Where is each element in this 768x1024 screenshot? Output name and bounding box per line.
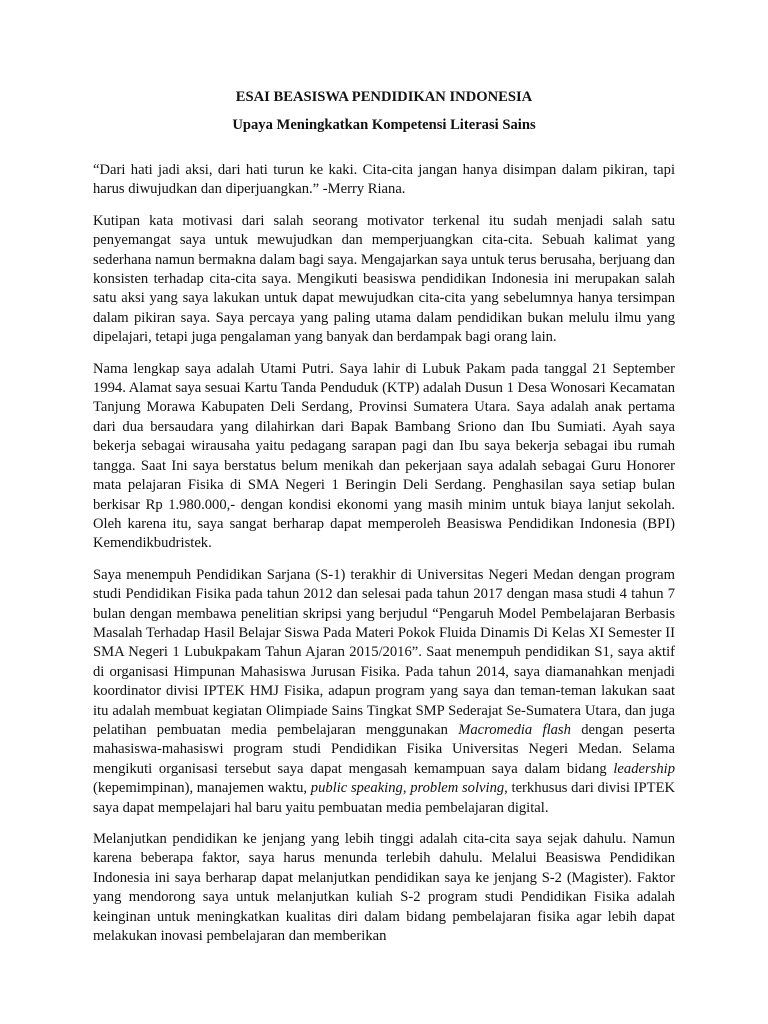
italic-term: leadership (613, 760, 675, 777)
paragraph-text: , (402, 780, 411, 797)
document-body (93, 161, 675, 958)
paragraph-text: dengan peserta mahasiswa-mahasiswi program studi Pendidikan Fisika Universitas Negeri Medan. Selama mengikuti organisasi tersebut saya dapat mengasah kemampuan saya dalam bidang (93, 721, 676, 777)
italic-term: Macromedia flash (458, 721, 571, 738)
italic-term: public speaking (310, 780, 403, 797)
paragraph-text: (kepemimpinan), manajemen waktu, (93, 780, 311, 797)
document-subtitle: Upaya Meningkatkan Kompetensi Literasi Sains (232, 117, 536, 133)
paragraph-text: Saya menempuh Pendidikan Sarjana (S-1) terakhir di Universitas Negeri Medan dengan program studi Pendidikan Fisika pada tahun 2012 dan selesai pada tahun 2017 dengan masa studi 4 tahun 7 bulan dengan membawa penelitian skripsi yang berjudul “Pengaruh Model Pembelajaran Berbasis Masalah Terhadap Hasil Belajar Siswa Pada Materi Pokok Fluida Dinamis Di Kelas XI Semester II SMA Negeri 1 Lubukpakam Tahun Ajaran 2015/2016”. Saat menempuh pendidikan S1, saya aktif di organisasi Himpunan Mahasiswa Jurusan Fisika. Pada tahun 2014, saya diamanahkan menjadi koordinator divisi IPTEK HMJ Fisika, adapun program yang saya dan teman-teman lakukan saat itu adalah membuat kegiatan Olimpiade Sains Tingkat SMP Sederajat Se-Sumatera Utara, dan juga pelatihan pembuatan media pembelajaran menggunakan (93, 566, 675, 738)
paragraph-education (93, 566, 675, 818)
italic-term: problem solving (410, 780, 505, 797)
paragraph-text: , terkhusus dari divisi IPTEK saya dapat mempelajari hal baru yaitu pembuatan media pembelajaran digital. (93, 780, 676, 816)
opening-quote: “Dari hati jadi aksi, dari hati turun ke kaki. Cita-cita jangan hanya disimpan dalam pikiran, tapi harus diwujudkan dan diperjuangkan.” -Merry Riana. (93, 162, 675, 198)
paragraph-goals: Melanjutkan pendidikan ke jenjang yang lebih tinggi adalah cita-cita saya sejak dahulu. Namun karena beberapa faktor, saya harus menunda terlebih dahulu. Melalui Beasiswa Pendidikan Indonesia ini saya berharap dapat melanjutkan pendidikan saya ke jenjang S-2 (Magister). Faktor yang mendorong saya untuk melanjutkan kuliah S-2 program studi Pendidikan Fisika adalah keinginan untuk meningkatkan kualitas diri dalam bidang pembelajaran fisika agar lebih dapat melakukan inovasi pembelajaran dan memberikan (93, 831, 675, 945)
document-title: ESAI BEASISWA PENDIDIKAN INDONESIA (235, 89, 533, 105)
paragraph-personal-info: Nama lengkap saya adalah Utami Putri. Saya lahir di Lubuk Pakam pada tanggal 21 September 1994. Alamat saya sesuai Kartu Tanda Penduduk (KTP) adalah Dusun 1 Desa Wonosari Kecamatan Tanjung Morawa Kabupaten Deli Serdang, Provinsi Sumatera Utara. Saya adalah anak pertama dari dua bersaudara yang dilahirkan dari Bapak Bambang Sriono dan Ibu Sumiati. Ayah saya bekerja sebagai wirausaha yaitu pedagang sarapan pagi dan Ibu saya bekerja sebagai ibu rumah tangga. Saat Ini saya berstatus belum menikah dan pekerjaan saya adalah sebagai Guru Honorer mata pelajaran Fisika di SMA Negeri 1 Beringin Deli Serdang. Penghasilan saya setiap bulan berkisar Rp 1.980.000,- dengan kondisi ekonomi yang masih minim untuk biaya lanjut sekolah. Oleh karena itu, saya sangat berharap dapat memperoleh Beasiswa Pendidikan Indonesia (BPI) Kemendikbudristek. (93, 360, 675, 552)
paragraph-motivation: Kutipan kata motivasi dari salah seorang motivator terkenal itu sudah menjadi salah satu penyemangat saya untuk mewujudkan dan memperjuangkan cita-cita. Sebuah kalimat yang sederhana namun bermakna dalam bagi saya. Mengajarkan saya untuk terus berusaha, berjuang dan konsisten terhadap cita-cita saya. Mengikuti beasiswa pendidikan Indonesia ini merupakan salah satu aksi yang saya lakukan untuk dapat mewujudkan cita-cita yang sebelumnya hanya tersimpan dalam pikiran saya. Saya percaya yang paling utama dalam pendidikan bukan melulu ilmu yang dipelajari, tetapi juga pengalaman yang banyak dan berdampak bagi orang lain. (93, 212, 675, 346)
